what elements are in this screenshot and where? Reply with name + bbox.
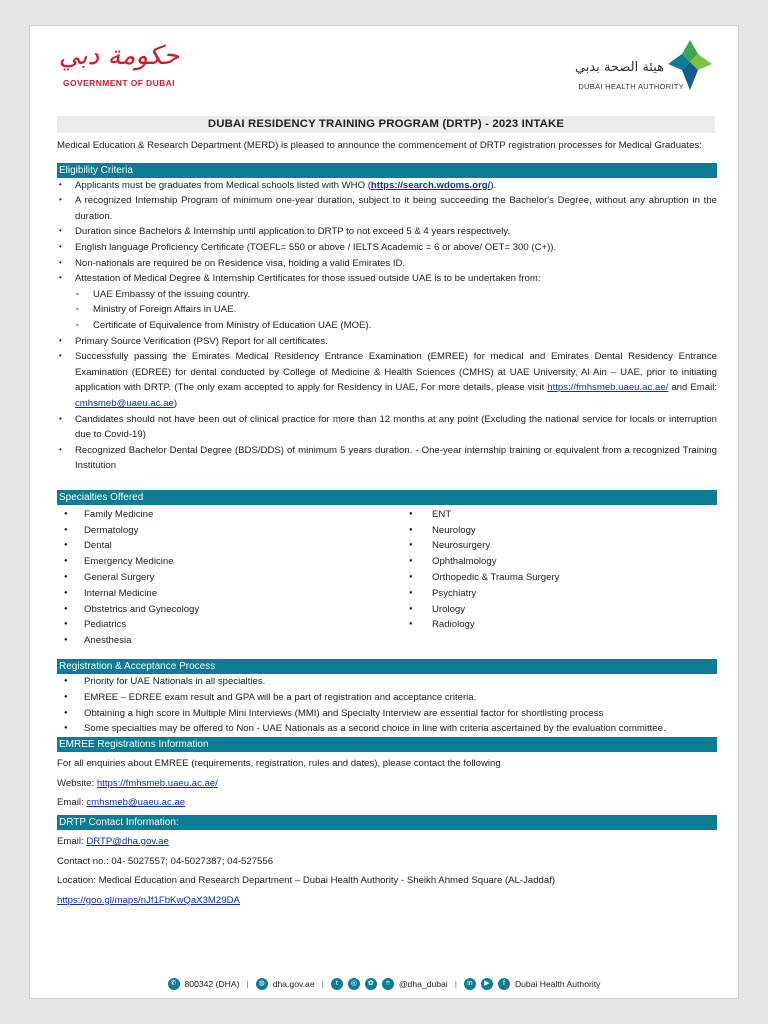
footer-authority-name: Dubai Health Authority xyxy=(514,979,601,989)
emree-info xyxy=(57,756,717,811)
linkedin-icon[interactable]: in xyxy=(464,978,476,990)
specialty-item: ● Neurosurgery xyxy=(409,538,717,554)
eligibility-item: • Primary Source Verification (PSV) Report for all certificates. xyxy=(57,334,717,350)
registration-heading: Registration & Acceptance Process xyxy=(57,659,717,674)
drtp-map-line xyxy=(57,893,717,909)
wdoms-link[interactable]: https://search.wdoms.org/ xyxy=(370,179,491,191)
facebook-icon[interactable]: f xyxy=(498,978,510,990)
footer-social-handle: @dha_dubai xyxy=(398,979,448,989)
letterhead xyxy=(30,26,738,112)
footer-phone: 800342 (DHA) xyxy=(184,979,240,989)
registration-item: ● Obtaining a high score in Multiple Mini Interviews (MMI) and Specialty Interview are essential factor for shortlisting process xyxy=(57,706,717,722)
twitter-icon[interactable]: t xyxy=(331,978,343,990)
eligibility-item: • Successfully passing the Emirates Medical Residency Entrance Examination (EMREE) for medical and Emirates Dental Residency Entrance Examination (EDREE) for dental conducted by College of Medicine & Health Sciences (CMHS) at UAE University, Al Ain – UAE, prior to initiating application with DRTP. (The only exam accepted to apply for Residency in UAE, For more details, please visit https://fmhsmeb.uaeu.ac.ae/ and Email: cmhsmeb@uaeu.ac.ae) xyxy=(57,349,717,411)
specialty-item: ● Neurology xyxy=(409,523,717,539)
gov-arabic-wordmark: حكومة دبي xyxy=(58,41,180,71)
footer-contact-bar: ✆ 800342 (DHA) | ◍ dha.gov.ae | t ◎ ✿ ⌾ @dha_dubai | in ▶ f Dubai Health Authority xyxy=(30,978,738,990)
specialty-item: ● Ophthalmology xyxy=(409,554,717,570)
cmhsmeb-email-link[interactable]: cmhsmeb@uaeu.ac.ae xyxy=(75,397,174,409)
specialty-item: ● General Surgery xyxy=(57,570,387,586)
phone-icon: ✆ xyxy=(168,978,180,990)
eligibility-item: • Recognized Bachelor Dental Degree (BDS/DDS) of minimum 5 years duration. - One-year internship training or equivalent from a recognized Training Institution xyxy=(57,443,717,474)
specialty-item: ● Family Medicine xyxy=(57,507,387,523)
specialties-columns xyxy=(57,507,717,649)
specialty-item: ● Internal Medicine xyxy=(57,586,387,602)
gov-english-wordmark: GOVERNMENT OF DUBAI xyxy=(63,78,175,88)
location-icon[interactable]: ⌾ xyxy=(382,978,394,990)
document-page xyxy=(29,25,739,999)
specialty-item: ● Pediatrics xyxy=(57,617,387,633)
drtp-contact-heading: DRTP Contact Information: xyxy=(57,815,717,830)
eligibility-item: • Duration since Bachelors & Internship until application to DRTP to not exceed 5 & 4 years respectively. xyxy=(57,224,717,240)
attestation-item: - Ministry of Foreign Affairs in UAE. xyxy=(57,302,717,318)
eligibility-item: • Non-nationals are required be on Residence visa, holding a valid Emirates ID. xyxy=(57,256,717,272)
specialty-item: ● Orthopedic & Trauma Surgery xyxy=(409,570,717,586)
intro-paragraph: Medical Education & Research Department (MERD) is pleased to announce the commencement of DRTP registration processes for Medical Graduates: xyxy=(57,140,702,151)
specialty-item: ● Dental xyxy=(57,538,387,554)
drtp-email-link[interactable]: DRTP@dha.gov.ae xyxy=(86,836,169,848)
dha-logo xyxy=(562,40,712,100)
specialty-item: ● Dermatology xyxy=(57,523,387,539)
specialty-item: ● Psychiatry xyxy=(409,586,717,602)
eligibility-item: • Attestation of Medical Degree & Internship Certificates for those issued outside UAE is to be undertaken from: - UAE Embassy of the issuing country. - Ministry of Foreign Affairs in UAE. - Certificate of Equivalence from Ministry of Education UAE (MOE). xyxy=(57,271,717,333)
drtp-contact-line: Contact no.: 04- 5027557; 04-5027387; 04-527556 xyxy=(57,855,274,867)
fmhsmeb-link[interactable]: https://fmhsmeb.uaeu.ac.ae/ xyxy=(547,382,669,394)
specialty-item: ● Radiology xyxy=(409,617,717,633)
youtube-icon[interactable]: ▶ xyxy=(481,978,493,990)
eligibility-item: • A recognized Internship Program of minimum one-year duration, subject to it being succeeding the Bachelor's Degree, without any abruption in the duration. xyxy=(57,193,717,224)
drtp-email-line: Email: DRTP@dha.gov.ae xyxy=(57,836,169,848)
registration-item: ● Priority for UAE Nationals in all specialties. xyxy=(57,674,717,690)
footer-website[interactable]: dha.gov.ae xyxy=(272,979,315,989)
emree-website-line: Website: https://fmhsmeb.uaeu.ac.ae/ xyxy=(57,777,218,789)
eligibility-item: • Applicants must be graduates from Medical schools listed with WHO (https://search.wdoms.org/). xyxy=(57,178,717,194)
drtp-location-line: Location: Medical Education and Research Department – Dubai Health Authority - Sheikh Ahmed Square (AL-Jaddaf) xyxy=(57,875,556,887)
registration-list xyxy=(57,674,717,737)
specialty-item: ● Urology xyxy=(409,602,717,618)
emree-heading: EMREE Registrations Information xyxy=(57,737,717,752)
registration-item: ● EMREE – EDREE exam result and GPA will be a part of registration and acceptance criteria. xyxy=(57,690,717,706)
emree-email-line: Email: cmhsmeb@uaeu.ac.ae xyxy=(57,797,186,809)
eligibility-heading: Eligibility Criteria xyxy=(57,163,717,178)
page-title: DUBAI RESIDENCY TRAINING PROGRAM (DRTP) - 2023 INTAKE xyxy=(57,116,715,133)
dha-arabic-wordmark: هيئة الصحة بدبي xyxy=(574,60,664,75)
attestation-item: - UAE Embassy of the issuing country. xyxy=(57,287,717,303)
emree-website-link[interactable]: https://fmhsmeb.uaeu.ac.ae/ xyxy=(96,777,218,789)
emree-email-link[interactable]: cmhsmeb@uaeu.ac.ae xyxy=(86,797,186,809)
specialties-left-column xyxy=(57,507,387,649)
instagram-icon[interactable]: ◎ xyxy=(348,978,360,990)
dha-english-wordmark: DUBAI HEALTH AUTHORITY xyxy=(578,82,684,91)
drtp-map-link[interactable]: https://goo.gl/maps/nJf1FbKwQaX3M29DA xyxy=(57,894,240,906)
eligibility-list xyxy=(57,178,717,474)
emree-enquiry-text: For all enquiries about EMREE (requirements, registration, rules and dates), please contact the following xyxy=(57,758,501,770)
attestation-item: - Certificate of Equivalence from Ministry of Education UAE (MOE). xyxy=(57,318,717,334)
specialties-heading: Specialties Offered xyxy=(57,490,717,505)
document-body xyxy=(57,138,717,912)
snapchat-icon[interactable]: ✿ xyxy=(365,978,377,990)
drtp-contact-info xyxy=(57,834,717,908)
registration-item: ● Some specialties may be offered to Non - UAE Nationals as a second choice in line with criteria ascertained by the evaluation committee. xyxy=(57,721,717,737)
specialties-right-column xyxy=(387,507,717,649)
specialty-item: ● Obstetrics and Gynecology xyxy=(57,602,387,618)
eligibility-item: • English language Proficiency Certificate (TOEFL= 550 or above / IELTS Academic = 6 or above/ OET= 300 (C+)). xyxy=(57,240,717,256)
globe-icon: ◍ xyxy=(256,978,268,990)
eligibility-item: • Candidates should not have been out of clinical practice for more than 12 months at any point (Excluding the national service for locals or interruption due to Covid-19) xyxy=(57,412,717,443)
specialty-item: ● ENT xyxy=(409,507,717,523)
government-of-dubai-logo xyxy=(54,38,184,96)
attestation-sublist xyxy=(57,287,717,334)
specialty-item: ● Emergency Medicine xyxy=(57,554,387,570)
specialty-item: ● Anesthesia xyxy=(57,633,387,649)
